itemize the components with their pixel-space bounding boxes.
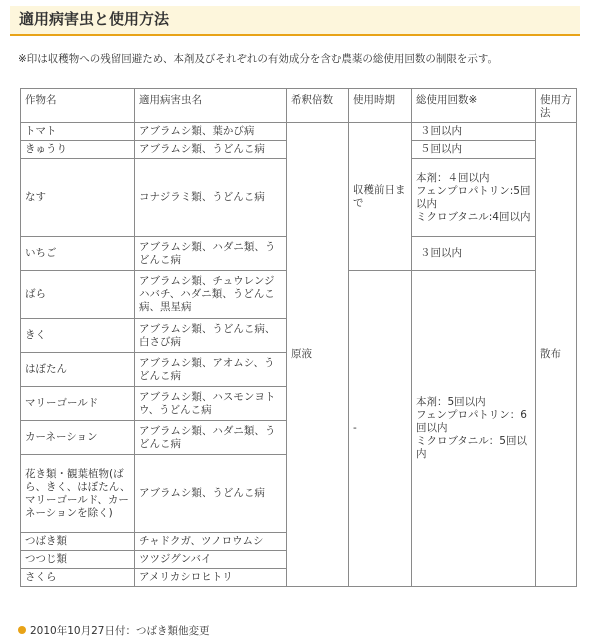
update-note [18, 624, 209, 638]
pest-cell: アブラムシ類、アオムシ、うどんこ病 [135, 353, 287, 387]
table-header-row [21, 89, 577, 123]
header-dilution: 希釈倍数 [287, 89, 349, 123]
count-cell: ３回以内 [412, 123, 536, 141]
pest-cell: アブラムシ類、チュウレンジハバチ、ハダニ類、うどんこ病、黒星病 [135, 271, 287, 319]
pest-cell: アブラムシ類、ハスモンヨトウ、うどんこ病 [135, 387, 287, 421]
header-total-count: 総使用回数※ [412, 89, 536, 123]
crop-cell: いちご [21, 237, 135, 271]
pest-cell: アブラムシ類、うどんこ病 [135, 455, 287, 533]
crop-cell: つつじ類 [21, 551, 135, 569]
crop-cell: マリーゴールド [21, 387, 135, 421]
header-timing: 使用時期 [349, 89, 412, 123]
pest-cell: コナジラミ類、うどんこ病 [135, 159, 287, 237]
usage-note: ※印は収穫物への残留回避ため、本剤及びそれぞれの有効成分を含む農薬の総使用回数の制限を示す。 [18, 53, 499, 65]
count-cell: ５回以内 [412, 141, 536, 159]
header-pest: 適用病害虫名 [135, 89, 287, 123]
crop-cell: 花き類・観葉植物(ばら、きく、はぼたん、マリーゴールド、カーネーションを除く) [21, 455, 135, 533]
count-cell: ３回以内 [412, 237, 536, 271]
count-cell: 本剤：４回以内 フェンプロパトリン:5回以内 ミクロブタニル:4回以内 [412, 159, 536, 237]
crop-cell: さくら [21, 569, 135, 587]
method-cell: 散布 [536, 123, 577, 587]
pest-cell: アブラムシ類、葉かび病 [135, 123, 287, 141]
title-bar [10, 6, 580, 36]
timing-cell-harvest: 収穫前日まで [349, 123, 412, 271]
pest-cell: アブラムシ類、うどんこ病 [135, 141, 287, 159]
header-method: 使用方法 [536, 89, 577, 123]
timing-cell-none: - [349, 271, 412, 587]
header-crop: 作物名 [21, 89, 135, 123]
crop-cell: きゅうり [21, 141, 135, 159]
count-cell-rest: 本剤：5回以内 フェンプロパトリン：6回以内 ミクロブタニル：5回以内 [412, 271, 536, 587]
bullet-icon [18, 626, 26, 634]
pest-cell: アメリカシロヒトリ [135, 569, 287, 587]
crop-cell: トマト [21, 123, 135, 141]
crop-cell: ばら [21, 271, 135, 319]
crop-cell: はぼたん [21, 353, 135, 387]
crop-cell: カーネーション [21, 421, 135, 455]
usage-table [20, 88, 577, 587]
pest-cell: チャドクガ、ツノロウムシ [135, 533, 287, 551]
update-note-text: 2010年10月27日付：つばき類他変更 [30, 625, 210, 637]
crop-cell: つばき類 [21, 533, 135, 551]
pest-cell: アブラムシ類、うどんこ病、白さび病 [135, 319, 287, 353]
crop-cell: きく [21, 319, 135, 353]
table-row [21, 123, 577, 141]
pest-cell: ツツジグンバイ [135, 551, 287, 569]
crop-cell: なす [21, 159, 135, 237]
page-title: 適用病害虫と使用方法 [19, 10, 170, 28]
dilution-cell: 原液 [287, 123, 349, 587]
pest-cell: アブラムシ類、ハダニ類、うどんこ病 [135, 237, 287, 271]
pest-cell: アブラムシ類、ハダニ類、うどんこ病 [135, 421, 287, 455]
